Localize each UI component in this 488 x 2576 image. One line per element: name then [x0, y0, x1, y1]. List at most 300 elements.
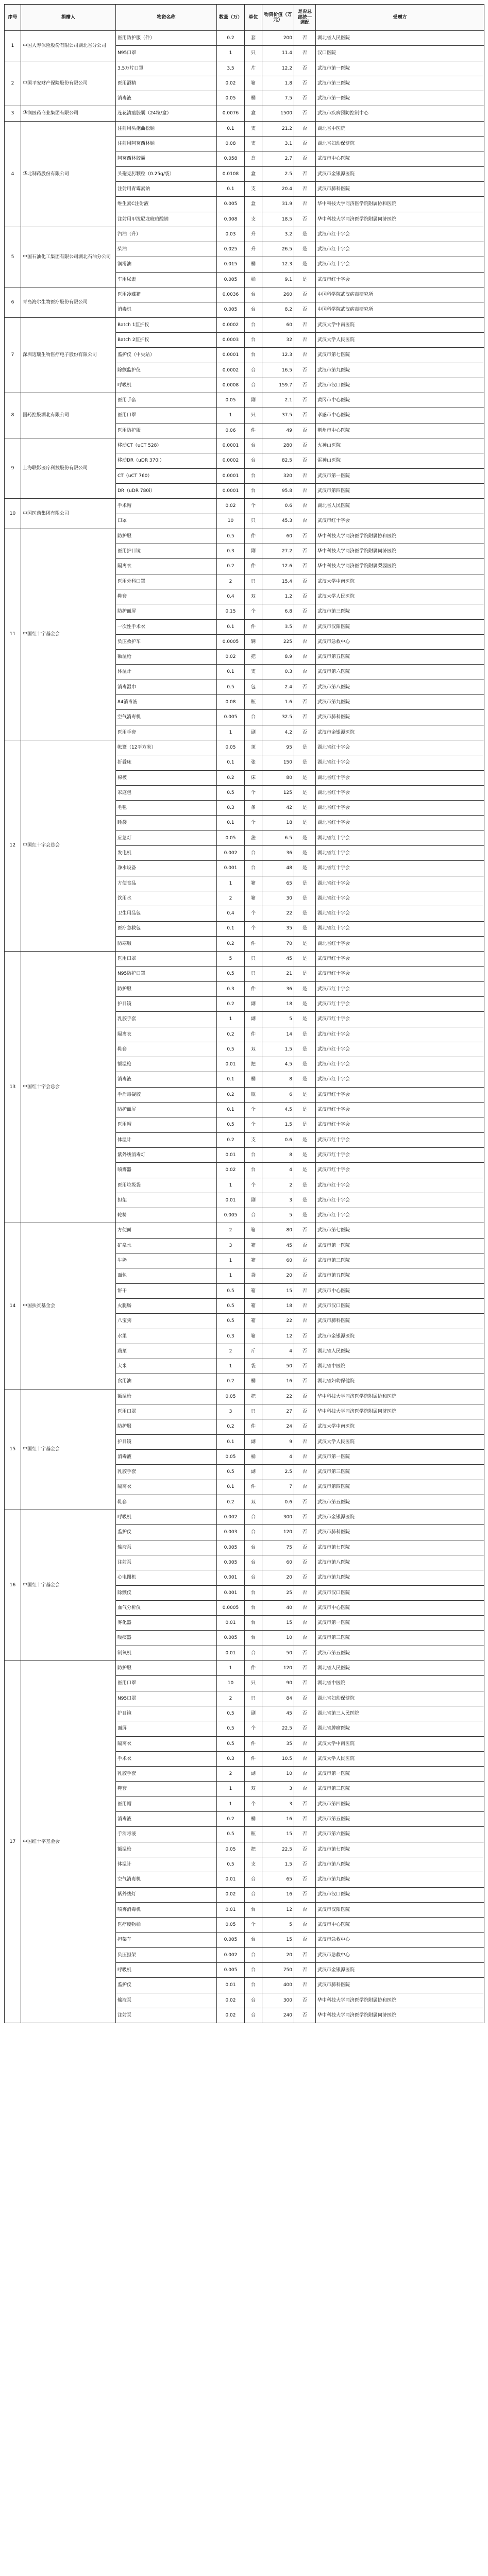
cell-hq-allocated: 否 — [294, 1495, 316, 1510]
cell-hq-allocated: 否 — [294, 1812, 316, 1827]
cell-hq-allocated: 否 — [294, 1238, 316, 1253]
cell-recipient: 湖北省红十字会 — [316, 876, 484, 891]
cell-hq-allocated: 否 — [294, 1374, 316, 1389]
cell-hq-allocated: 否 — [294, 1510, 316, 1525]
cell-item-name: 医用口罩 — [116, 1676, 217, 1691]
cell-recipient: 湖北省人民医院 — [316, 31, 484, 46]
cell-donor: 青岛海尔生物医疗股份有限公司 — [21, 287, 116, 318]
cell-unit: 个 — [245, 1797, 262, 1811]
cell-item-name: 监护仪（中央站） — [116, 348, 217, 363]
cell-hq-allocated: 否 — [294, 1434, 316, 1449]
cell-unit: 箱 — [245, 1223, 262, 1238]
cell-value: 16 — [262, 1374, 294, 1389]
cell-hq-allocated: 否 — [294, 1314, 316, 1329]
cell-quantity: 0.5 — [217, 1706, 245, 1721]
cell-item-name: 防护面屏 — [116, 604, 217, 619]
cell-value: 25 — [262, 1585, 294, 1600]
cell-item-name: 卫生用品包 — [116, 906, 217, 921]
cell-hq-allocated: 否 — [294, 1616, 316, 1631]
cell-value: 24 — [262, 1419, 294, 1434]
cell-hq-allocated: 否 — [294, 665, 316, 680]
cell-item-name: Batch 2监护仪 — [116, 332, 217, 347]
cell-item-name: 火腿肠 — [116, 1298, 217, 1313]
cell-value: 12.3 — [262, 348, 294, 363]
cell-donor: 中国平安财产保险股份有限公司 — [21, 61, 116, 106]
table-row — [5, 287, 484, 302]
cell-value: 3 — [262, 1193, 294, 1208]
cell-item-name: 发电机 — [116, 846, 217, 861]
cell-item-name: Batch 1监护仪 — [116, 317, 217, 332]
cell-recipient: 华中科技大学同济医学院附属同济医院 — [316, 544, 484, 559]
table-row — [5, 1661, 484, 1676]
table-row — [5, 106, 484, 121]
cell-recipient: 武汉市第四医院 — [316, 1480, 484, 1495]
cell-value: 8 — [262, 1147, 294, 1162]
cell-quantity: 0.005 — [217, 710, 245, 725]
cell-recipient: 武汉市红十字会 — [316, 1057, 484, 1072]
cell-quantity: 0.5 — [217, 785, 245, 800]
cell-item-name: 头孢克肟颗粒（0.25g/袋） — [116, 166, 217, 181]
cell-quantity: 0.002 — [217, 846, 245, 861]
cell-value: 12 — [262, 1329, 294, 1344]
cell-recipient: 华中科技大学同济医学院附属协和医院 — [316, 197, 484, 212]
cell-item-name: 额温枪 — [116, 650, 217, 665]
cell-value: 5 — [262, 1012, 294, 1027]
cell-item-name: 喷雾器 — [116, 1163, 217, 1178]
cell-recipient: 武汉大学中南医院 — [316, 317, 484, 332]
cell-recipient: 武汉市第七医院 — [316, 1223, 484, 1238]
cell-recipient: 华中科技大学同济医学院附属协和医院 — [316, 529, 484, 544]
cell-item-name: 医疗急救包 — [116, 921, 217, 936]
cell-recipient: 武汉市第八医院 — [316, 1555, 484, 1570]
cell-recipient: 湖北省红十字会 — [316, 816, 484, 831]
cell-recipient: 武汉大学人民医院 — [316, 589, 484, 604]
cell-hq-allocated: 否 — [294, 1947, 316, 1962]
cell-donor: 中国红十字基金会 — [21, 1661, 116, 2023]
cell-recipient: 湖北省第三人民医院 — [316, 1706, 484, 1721]
cell-quantity: 0.05 — [217, 740, 245, 755]
cell-value: 40 — [262, 1600, 294, 1615]
cell-recipient: 武汉市第五医院 — [316, 1268, 484, 1283]
cell-item-name: 心电图机 — [116, 1570, 217, 1585]
cell-recipient: 武汉市红十字会 — [316, 257, 484, 272]
cell-no: 10 — [5, 499, 21, 529]
cell-recipient: 武汉市第五医院 — [316, 1495, 484, 1510]
cell-recipient: 武汉市肺科医院 — [316, 181, 484, 196]
cell-item-name: 一次性手术衣 — [116, 619, 217, 634]
cell-quantity: 0.005 — [217, 1963, 245, 1978]
cell-hq-allocated: 否 — [294, 1721, 316, 1736]
cell-quantity: 0.08 — [217, 695, 245, 710]
cell-hq-allocated: 是 — [294, 1042, 316, 1057]
cell-item-name: 方便面 — [116, 1223, 217, 1238]
cell-hq-allocated: 否 — [294, 1570, 316, 1585]
cell-value: 1.6 — [262, 695, 294, 710]
cell-quantity: 0.2 — [217, 997, 245, 1012]
cell-value: 21.2 — [262, 121, 294, 136]
cell-quantity: 0.3 — [217, 1329, 245, 1344]
cell-hq-allocated: 否 — [294, 1978, 316, 1993]
table-row — [5, 1510, 484, 1525]
cell-item-name: N95口罩 — [116, 46, 217, 61]
cell-unit: 只 — [245, 1691, 262, 1706]
cell-unit: 台 — [245, 483, 262, 498]
cell-item-name: 面包 — [116, 1268, 217, 1283]
cell-value: 7 — [262, 1480, 294, 1495]
cell-value: 14 — [262, 1027, 294, 1042]
cell-quantity: 0.0002 — [217, 453, 245, 468]
cell-item-name: 护目镜 — [116, 1706, 217, 1721]
cell-unit: 台 — [245, 1933, 262, 1947]
cell-recipient: 湖北省人民医院 — [316, 499, 484, 514]
cell-unit: 升 — [245, 227, 262, 242]
cell-recipient: 武汉大学人民医院 — [316, 1434, 484, 1449]
cell-unit: 台 — [245, 1616, 262, 1631]
cell-quantity: 1 — [217, 1661, 245, 1676]
cell-value: 90 — [262, 1676, 294, 1691]
cell-item-name: 鞋套 — [116, 1495, 217, 1510]
cell-item-name: 雾化器 — [116, 1616, 217, 1631]
cell-recipient: 武汉市中心医院 — [316, 1283, 484, 1298]
cell-item-name: 饼干 — [116, 1283, 217, 1298]
cell-quantity: 0.0001 — [217, 468, 245, 483]
cell-item-name: 隔离衣 — [116, 1027, 217, 1042]
cell-value: 37.5 — [262, 408, 294, 423]
cell-value: 18 — [262, 1298, 294, 1313]
cell-hq-allocated: 否 — [294, 1283, 316, 1298]
cell-donor: 华润医药商业集团有限公司 — [21, 106, 116, 121]
cell-unit: 台 — [245, 1570, 262, 1585]
cell-recipient: 武汉市汉口医院 — [316, 378, 484, 393]
cell-item-name: 防寒服 — [116, 936, 217, 951]
cell-hq-allocated: 否 — [294, 197, 316, 212]
cell-hq-allocated: 否 — [294, 589, 316, 604]
cell-unit: 支 — [245, 212, 262, 227]
cell-unit: 台 — [245, 1978, 262, 1993]
cell-recipient: 武汉大学人民医院 — [316, 1751, 484, 1766]
cell-unit: 条 — [245, 801, 262, 816]
cell-quantity: 0.4 — [217, 589, 245, 604]
cell-quantity: 0.5 — [217, 1298, 245, 1313]
cell-value: 22 — [262, 1314, 294, 1329]
cell-hq-allocated: 否 — [294, 1344, 316, 1359]
cell-quantity: 0.1 — [217, 816, 245, 831]
cell-value: 84 — [262, 1691, 294, 1706]
cell-unit: 台 — [245, 287, 262, 302]
cell-item-name: 消毒机 — [116, 302, 217, 317]
cell-quantity: 0.1 — [217, 921, 245, 936]
cell-hq-allocated: 否 — [294, 1449, 316, 1464]
cell-quantity: 0.5 — [217, 1283, 245, 1298]
cell-unit: 个 — [245, 1178, 262, 1193]
cell-quantity: 0.1 — [217, 619, 245, 634]
cell-quantity: 1 — [217, 408, 245, 423]
cell-value: 35 — [262, 1736, 294, 1751]
cell-quantity: 0.02 — [217, 76, 245, 91]
cell-item-name: 医疗废物桶 — [116, 1918, 217, 1933]
cell-value: 36 — [262, 981, 294, 996]
cell-hq-allocated: 是 — [294, 1147, 316, 1162]
cell-recipient: 湖北省红十字会 — [316, 785, 484, 800]
cell-quantity: 0.002 — [217, 1510, 245, 1525]
cell-quantity: 0.1 — [217, 665, 245, 680]
cell-quantity: 0.005 — [217, 197, 245, 212]
cell-unit: 个 — [245, 921, 262, 936]
cell-hq-allocated: 是 — [294, 1193, 316, 1208]
cell-recipient: 武汉市红十字会 — [316, 952, 484, 967]
cell-item-name: 医用冷藏箱 — [116, 287, 217, 302]
cell-item-name: 连花清瘟胶囊（24粒/盒） — [116, 106, 217, 121]
cell-value: 4 — [262, 1449, 294, 1464]
cell-recipient: 雷神山医院 — [316, 453, 484, 468]
cell-item-name: 除颤仪 — [116, 1585, 217, 1600]
cell-unit: 个 — [245, 1103, 262, 1117]
cell-quantity: 0.02 — [217, 499, 245, 514]
cell-quantity: 1 — [217, 46, 245, 61]
cell-value: 4 — [262, 1163, 294, 1178]
cell-quantity: 0.5 — [217, 529, 245, 544]
cell-value: 50 — [262, 1646, 294, 1660]
header-item: 物资名称 — [116, 5, 217, 31]
cell-no: 13 — [5, 952, 21, 1223]
cell-value: 3 — [262, 1782, 294, 1797]
cell-value: 48 — [262, 861, 294, 876]
cell-donor: 中国扶贫基金会 — [21, 1223, 116, 1389]
cell-recipient: 武汉市红十字会 — [316, 1117, 484, 1132]
cell-recipient: 武汉市第一医院 — [316, 1449, 484, 1464]
cell-quantity: 0.1 — [217, 1103, 245, 1117]
cell-item-name: CT（uCT 760） — [116, 468, 217, 483]
cell-quantity: 0.0002 — [217, 317, 245, 332]
cell-item-name: 净水设备 — [116, 861, 217, 876]
cell-hq-allocated: 否 — [294, 1993, 316, 2008]
cell-recipient: 湖北省红十字会 — [316, 861, 484, 876]
cell-recipient: 武汉市第五医院 — [316, 1812, 484, 1827]
cell-quantity: 0.005 — [217, 1933, 245, 1947]
cell-unit: 只 — [245, 1676, 262, 1691]
cell-unit: 件 — [245, 423, 262, 438]
cell-item-name: 医用酒精 — [116, 76, 217, 91]
cell-item-name: 水果 — [116, 1329, 217, 1344]
cell-quantity: 0.5 — [217, 1857, 245, 1872]
cell-donor: 上海联影医疗科技股份有限公司 — [21, 438, 116, 499]
cell-unit: 辆 — [245, 634, 262, 649]
cell-unit: 个 — [245, 499, 262, 514]
cell-quantity: 0.005 — [217, 1540, 245, 1555]
cell-recipient: 武汉市汉口医院 — [316, 1298, 484, 1313]
cell-no: 14 — [5, 1223, 21, 1389]
cell-unit: 桶 — [245, 1812, 262, 1827]
cell-hq-allocated: 是 — [294, 1072, 316, 1087]
cell-value: 42 — [262, 801, 294, 816]
cell-quantity: 0.0001 — [217, 438, 245, 453]
cell-unit: 副 — [245, 725, 262, 740]
cell-hq-allocated: 否 — [294, 363, 316, 378]
cell-hq-allocated: 否 — [294, 332, 316, 347]
cell-item-name: 应急灯 — [116, 831, 217, 845]
cell-value: 20 — [262, 1570, 294, 1585]
cell-quantity: 0.005 — [217, 1208, 245, 1223]
cell-recipient: 湖北省红十字会 — [316, 770, 484, 785]
cell-donor: 深圳迈瑞生物医疗电子股份有限公司 — [21, 317, 116, 393]
cell-item-name: 手术衣 — [116, 1751, 217, 1766]
cell-value: 3 — [262, 1797, 294, 1811]
cell-recipient: 武汉大学中南医院 — [316, 1736, 484, 1751]
cell-hq-allocated: 是 — [294, 1178, 316, 1193]
cell-unit: 副 — [245, 393, 262, 408]
cell-hq-allocated: 否 — [294, 604, 316, 619]
cell-recipient: 武汉市红十字会 — [316, 1103, 484, 1117]
cell-value: 31.9 — [262, 197, 294, 212]
cell-unit: 个 — [245, 1721, 262, 1736]
cell-quantity: 0.05 — [217, 393, 245, 408]
cell-no: 8 — [5, 393, 21, 438]
cell-unit: 副 — [245, 1012, 262, 1027]
cell-unit: 副 — [245, 1767, 262, 1782]
cell-value: 22.5 — [262, 1842, 294, 1857]
cell-value: 65 — [262, 876, 294, 891]
cell-recipient: 武汉市第五医院 — [316, 650, 484, 665]
cell-quantity: 0.01 — [217, 1616, 245, 1631]
cell-value: 11.4 — [262, 46, 294, 61]
cell-item-name: 柴油 — [116, 242, 217, 257]
cell-value: 1.5 — [262, 1857, 294, 1872]
cell-unit: 盒 — [245, 166, 262, 181]
cell-unit: 个 — [245, 1918, 262, 1933]
cell-hq-allocated: 否 — [294, 423, 316, 438]
cell-hq-allocated: 是 — [294, 1117, 316, 1132]
cell-item-name: 防护服 — [116, 529, 217, 544]
cell-recipient: 华中科技大学同济医学院附属梨园医院 — [316, 559, 484, 574]
cell-value: 5 — [262, 1208, 294, 1223]
cell-item-name: 矿泉水 — [116, 1238, 217, 1253]
cell-recipient: 武汉市红十字会 — [316, 1163, 484, 1178]
cell-quantity: 0.5 — [217, 1042, 245, 1057]
cell-hq-allocated: 否 — [294, 1359, 316, 1374]
cell-quantity: 1 — [217, 1253, 245, 1268]
cell-recipient: 华中科技大学同济医学院附属协和医院 — [316, 1993, 484, 2008]
cell-quantity: 1 — [217, 1359, 245, 1374]
cell-quantity: 0.001 — [217, 861, 245, 876]
cell-quantity: 0.2 — [217, 1495, 245, 1510]
cell-value: 3.1 — [262, 137, 294, 151]
cell-item-name: 医用外科口罩 — [116, 574, 217, 589]
cell-value: 15 — [262, 1616, 294, 1631]
cell-item-name: 消毒液 — [116, 1449, 217, 1464]
cell-value: 2.5 — [262, 1465, 294, 1480]
cell-unit: 台 — [245, 1525, 262, 1540]
cell-item-name: 隔离衣 — [116, 559, 217, 574]
cell-recipient: 武汉市疾病预防控制中心 — [316, 106, 484, 121]
table-row — [5, 227, 484, 242]
cell-recipient: 武汉市红十字会 — [316, 1208, 484, 1223]
cell-recipient: 武汉市红十字会 — [316, 514, 484, 529]
cell-recipient: 武汉市第四医院 — [316, 483, 484, 498]
cell-quantity: 0.08 — [217, 137, 245, 151]
cell-quantity: 0.1 — [217, 1072, 245, 1087]
cell-recipient: 武汉市红十字会 — [316, 997, 484, 1012]
cell-value: 4.5 — [262, 1103, 294, 1117]
cell-recipient: 武汉市红十字会 — [316, 1132, 484, 1147]
cell-quantity: 0.5 — [217, 1117, 245, 1132]
cell-hq-allocated: 否 — [294, 483, 316, 498]
cell-unit: 桶 — [245, 1374, 262, 1389]
cell-value: 400 — [262, 1978, 294, 1993]
cell-unit: 箱 — [245, 891, 262, 906]
cell-item-name: 棉被 — [116, 770, 217, 785]
cell-recipient: 湖北省中医院 — [316, 121, 484, 136]
cell-item-name: 隔离衣 — [116, 1480, 217, 1495]
cell-hq-allocated: 否 — [294, 1857, 316, 1872]
cell-hq-allocated: 是 — [294, 816, 316, 831]
cell-value: 1500 — [262, 106, 294, 121]
cell-hq-allocated: 否 — [294, 1419, 316, 1434]
cell-recipient: 湖北省红十字会 — [316, 846, 484, 861]
cell-quantity: 0.3 — [217, 1751, 245, 1766]
cell-hq-allocated: 否 — [294, 1933, 316, 1947]
cell-item-name: 消毒湿巾 — [116, 680, 217, 694]
cell-unit: 支 — [245, 1132, 262, 1147]
cell-quantity: 0.02 — [217, 1887, 245, 1902]
cell-item-name: 鞋套 — [116, 589, 217, 604]
cell-item-name: 制氧机 — [116, 1646, 217, 1660]
cell-recipient: 武汉市第四医院 — [316, 1797, 484, 1811]
cell-recipient: 武汉市第七医院 — [316, 1540, 484, 1555]
cell-recipient: 武汉市中心医院 — [316, 151, 484, 166]
cell-recipient: 武汉市第三医院 — [316, 1631, 484, 1646]
cell-value: 75 — [262, 1540, 294, 1555]
cell-item-name: 除颤监护仪 — [116, 363, 217, 378]
cell-item-name: 乳胶手套 — [116, 1767, 217, 1782]
cell-quantity: 0.1 — [217, 1480, 245, 1495]
cell-item-name: 隔离衣 — [116, 1736, 217, 1751]
cell-recipient: 湖北省红十字会 — [316, 891, 484, 906]
cell-unit: 台 — [245, 302, 262, 317]
cell-recipient: 湖北省红十字会 — [316, 921, 484, 936]
table-row — [5, 740, 484, 755]
cell-recipient: 武汉市第八医院 — [316, 1857, 484, 1872]
cell-item-name: 额温枪 — [116, 1057, 217, 1072]
cell-recipient: 武汉市第三医院 — [316, 76, 484, 91]
cell-item-name: 监护仪 — [116, 1978, 217, 1993]
cell-unit: 件 — [245, 529, 262, 544]
cell-value: 8 — [262, 1072, 294, 1087]
cell-recipient: 武汉市红十字会 — [316, 1027, 484, 1042]
cell-unit: 盒 — [245, 197, 262, 212]
table-row — [5, 438, 484, 453]
cell-hq-allocated: 是 — [294, 272, 316, 287]
cell-no: 3 — [5, 106, 21, 121]
cell-recipient: 武汉市肺科医院 — [316, 1978, 484, 1993]
cell-recipient: 武汉市金银潭医院 — [316, 166, 484, 181]
cell-value: 300 — [262, 1993, 294, 2008]
cell-value: 15.4 — [262, 574, 294, 589]
cell-recipient: 武汉市第六医院 — [316, 1827, 484, 1842]
cell-item-name: 防护服 — [116, 981, 217, 996]
cell-unit: 个 — [245, 604, 262, 619]
cell-hq-allocated: 否 — [294, 1631, 316, 1646]
cell-unit: 台 — [245, 363, 262, 378]
cell-donor: 中国红十字基金会 — [21, 1389, 116, 1510]
cell-quantity: 0.2 — [217, 559, 245, 574]
cell-value: 6 — [262, 1087, 294, 1102]
cell-item-name: 护目镜 — [116, 1434, 217, 1449]
cell-value: 5 — [262, 1918, 294, 1933]
cell-recipient: 湖北省妇幼保健院 — [316, 1691, 484, 1706]
cell-recipient: 火神山医院 — [316, 438, 484, 453]
cell-value: 2.5 — [262, 166, 294, 181]
cell-unit: 把 — [245, 650, 262, 665]
